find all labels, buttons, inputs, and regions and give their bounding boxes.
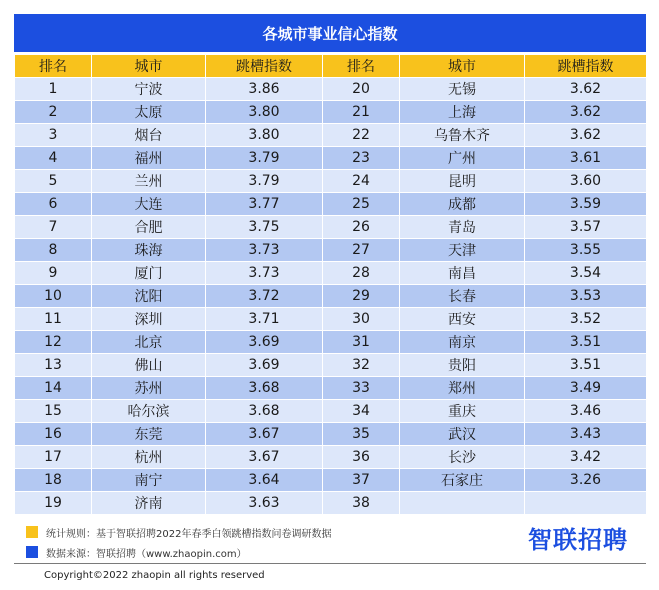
rank-cell-left: 15 — [15, 400, 92, 423]
index-cell-right: 3.42 — [525, 446, 647, 469]
rank-cell-left: 4 — [15, 147, 92, 170]
city-cell-left: 沈阳 — [92, 285, 206, 308]
index-cell-left: 3.68 — [206, 400, 323, 423]
table-row — [15, 308, 647, 331]
legend-item-source — [26, 542, 331, 562]
city-cell-left: 珠海 — [92, 239, 206, 262]
table-row — [15, 354, 647, 377]
table-row — [15, 377, 647, 400]
index-cell-left: 3.67 — [206, 423, 323, 446]
table-row — [15, 492, 647, 515]
divider — [14, 563, 646, 564]
rank-cell-right: 37 — [323, 469, 400, 492]
city-cell-right: 成都 — [400, 193, 525, 216]
rank-cell-right: 23 — [323, 147, 400, 170]
city-cell-left: 合肥 — [92, 216, 206, 239]
index-cell-left: 3.69 — [206, 354, 323, 377]
rank-cell-right: 32 — [323, 354, 400, 377]
rank-cell-left: 2 — [15, 101, 92, 124]
index-cell-left: 3.63 — [206, 492, 323, 515]
header-rank-right: 排名 — [323, 55, 400, 78]
index-cell-left: 3.77 — [206, 193, 323, 216]
rank-cell-left: 3 — [15, 124, 92, 147]
table-row — [15, 423, 647, 446]
table-title: 各城市事业信心指数 — [14, 14, 646, 52]
rank-cell-left: 16 — [15, 423, 92, 446]
index-cell-right: 3.62 — [525, 124, 647, 147]
table-row — [15, 78, 647, 101]
rank-cell-left: 9 — [15, 262, 92, 285]
index-cell-left: 3.71 — [206, 308, 323, 331]
rank-cell-right: 38 — [323, 492, 400, 515]
rank-cell-right: 20 — [323, 78, 400, 101]
city-cell-right: 南昌 — [400, 262, 525, 285]
city-cell-right: 上海 — [400, 101, 525, 124]
rank-cell-left: 19 — [15, 492, 92, 515]
rank-cell-right: 27 — [323, 239, 400, 262]
city-cell-left: 南宁 — [92, 469, 206, 492]
index-cell-right: 3.54 — [525, 262, 647, 285]
rank-cell-right: 33 — [323, 377, 400, 400]
index-cell-left: 3.73 — [206, 239, 323, 262]
rank-cell-left: 17 — [15, 446, 92, 469]
city-cell-left: 厦门 — [92, 262, 206, 285]
city-cell-left: 太原 — [92, 101, 206, 124]
rank-cell-left: 8 — [15, 239, 92, 262]
city-cell-left: 济南 — [92, 492, 206, 515]
index-cell-right: 3.55 — [525, 239, 647, 262]
index-cell-left: 3.79 — [206, 147, 323, 170]
rank-cell-left: 1 — [15, 78, 92, 101]
city-cell-right: 郑州 — [400, 377, 525, 400]
table-row — [15, 446, 647, 469]
city-cell-right — [400, 492, 525, 515]
table-row — [15, 101, 647, 124]
table-header-row — [15, 55, 647, 78]
city-cell-left: 杭州 — [92, 446, 206, 469]
rank-cell-right: 34 — [323, 400, 400, 423]
city-cell-right: 南京 — [400, 331, 525, 354]
rank-cell-right: 31 — [323, 331, 400, 354]
rank-cell-left: 14 — [15, 377, 92, 400]
index-cell-right: 3.51 — [525, 331, 647, 354]
city-cell-right: 石家庄 — [400, 469, 525, 492]
index-cell-left: 3.69 — [206, 331, 323, 354]
header-index-right: 跳槽指数 — [525, 55, 647, 78]
table-row — [15, 147, 647, 170]
city-cell-left: 大连 — [92, 193, 206, 216]
city-cell-left: 东莞 — [92, 423, 206, 446]
city-cell-right: 西安 — [400, 308, 525, 331]
table-row — [15, 193, 647, 216]
index-cell-left: 3.72 — [206, 285, 323, 308]
rank-cell-left: 7 — [15, 216, 92, 239]
header-index-left: 跳槽指数 — [206, 55, 323, 78]
ranking-table — [14, 54, 647, 515]
table-row — [15, 239, 647, 262]
city-cell-left: 烟台 — [92, 124, 206, 147]
index-cell-left: 3.73 — [206, 262, 323, 285]
rank-cell-left: 10 — [15, 285, 92, 308]
header-city-left: 城市 — [92, 55, 206, 78]
table-row — [15, 124, 647, 147]
index-cell-left: 3.68 — [206, 377, 323, 400]
index-cell-left: 3.80 — [206, 101, 323, 124]
city-cell-right: 乌鲁木齐 — [400, 124, 525, 147]
index-cell-right: 3.52 — [525, 308, 647, 331]
index-cell-right: 3.60 — [525, 170, 647, 193]
index-cell-left: 3.79 — [206, 170, 323, 193]
legend-text-source: 数据来源：智联招聘（www.zhaopin.com） — [46, 548, 247, 560]
table-row — [15, 216, 647, 239]
city-cell-left: 哈尔滨 — [92, 400, 206, 423]
city-cell-left: 福州 — [92, 147, 206, 170]
city-cell-left: 佛山 — [92, 354, 206, 377]
index-cell-right: 3.51 — [525, 354, 647, 377]
city-cell-right: 长沙 — [400, 446, 525, 469]
rank-cell-right: 29 — [323, 285, 400, 308]
index-cell-right: 3.26 — [525, 469, 647, 492]
copyright-text: Copyright©2022 zhaopin all rights reserved — [44, 570, 265, 581]
legend-swatch-yellow — [26, 526, 38, 538]
rank-cell-right: 30 — [323, 308, 400, 331]
city-cell-right: 无锡 — [400, 78, 525, 101]
table-row — [15, 170, 647, 193]
table-body — [15, 78, 647, 515]
index-cell-left: 3.86 — [206, 78, 323, 101]
rank-cell-right: 36 — [323, 446, 400, 469]
city-cell-left: 兰州 — [92, 170, 206, 193]
index-cell-right: 3.43 — [525, 423, 647, 446]
table-row — [15, 400, 647, 423]
header-rank-left: 排名 — [15, 55, 92, 78]
city-cell-right: 重庆 — [400, 400, 525, 423]
rank-cell-right: 26 — [323, 216, 400, 239]
table-row — [15, 262, 647, 285]
rank-cell-left: 18 — [15, 469, 92, 492]
legend-text-rule: 统计规则：基于智联招聘2022年春季白领跳槽指数问卷调研数据 — [46, 528, 332, 540]
rank-cell-right: 24 — [323, 170, 400, 193]
index-cell-left: 3.80 — [206, 124, 323, 147]
header-city-right: 城市 — [400, 55, 525, 78]
index-cell-right: 3.57 — [525, 216, 647, 239]
table-row — [15, 285, 647, 308]
legend-swatch-blue — [26, 546, 38, 558]
city-cell-right: 贵阳 — [400, 354, 525, 377]
table-row — [15, 331, 647, 354]
table-row — [15, 469, 647, 492]
legend-item-rule — [26, 522, 331, 542]
city-cell-left: 深圳 — [92, 308, 206, 331]
rank-cell-right: 28 — [323, 262, 400, 285]
city-cell-left: 宁波 — [92, 78, 206, 101]
index-cell-left: 3.67 — [206, 446, 323, 469]
city-cell-right: 长春 — [400, 285, 525, 308]
city-cell-right: 青岛 — [400, 216, 525, 239]
index-cell-right: 3.46 — [525, 400, 647, 423]
index-cell-right: 3.61 — [525, 147, 647, 170]
city-cell-right: 天津 — [400, 239, 525, 262]
index-cell-left: 3.75 — [206, 216, 323, 239]
rank-cell-right: 35 — [323, 423, 400, 446]
city-cell-right: 昆明 — [400, 170, 525, 193]
rank-cell-left: 12 — [15, 331, 92, 354]
rank-cell-left: 6 — [15, 193, 92, 216]
rank-cell-right: 22 — [323, 124, 400, 147]
index-cell-right: 3.62 — [525, 101, 647, 124]
index-cell-right: 3.49 — [525, 377, 647, 400]
city-cell-right: 广州 — [400, 147, 525, 170]
index-cell-right: 3.62 — [525, 78, 647, 101]
index-cell-right — [525, 492, 647, 515]
rank-cell-left: 11 — [15, 308, 92, 331]
city-cell-left: 北京 — [92, 331, 206, 354]
rank-cell-left: 5 — [15, 170, 92, 193]
rank-cell-right: 21 — [323, 101, 400, 124]
rank-cell-right: 25 — [323, 193, 400, 216]
city-cell-right: 武汉 — [400, 423, 525, 446]
legend — [26, 522, 331, 562]
index-cell-right: 3.53 — [525, 285, 647, 308]
index-cell-left: 3.64 — [206, 469, 323, 492]
city-cell-left: 苏州 — [92, 377, 206, 400]
index-cell-right: 3.59 — [525, 193, 647, 216]
brand-logo: 智联招聘 — [528, 526, 628, 554]
rank-cell-left: 13 — [15, 354, 92, 377]
